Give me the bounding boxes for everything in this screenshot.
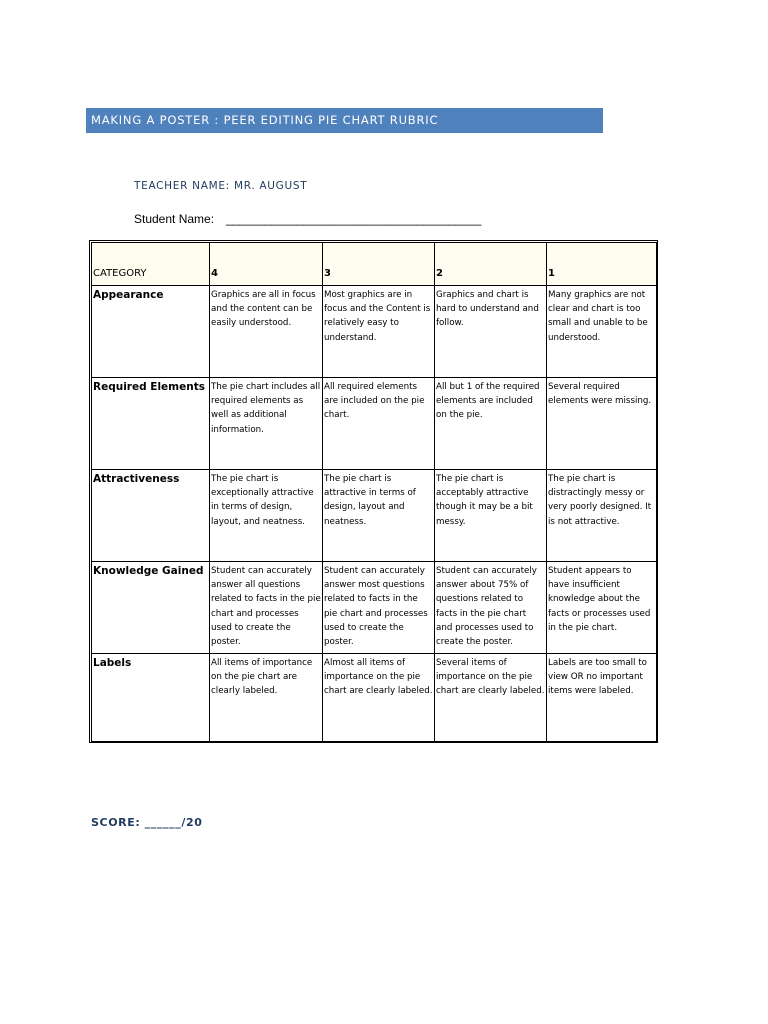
criteria-cell: The pie chart is exceptionally attractive in terms of design, layout, and neatness. xyxy=(210,470,323,562)
category-cell: Attractiveness xyxy=(92,470,210,562)
rubric-row-appearance xyxy=(92,286,657,378)
criteria-cell: The pie chart is acceptably attractive though it may be a bit messy. xyxy=(435,470,547,562)
criteria-cell: Student can accurately answer most questions related to facts in the pie chart and processes used to create the poster. xyxy=(323,562,435,654)
criteria-cell: Student can accurately answer all questions related to facts in the pie chart and processes used to create the poster. xyxy=(210,562,323,654)
criteria-cell: Graphics and chart is hard to understand and follow. xyxy=(435,286,547,378)
criteria-cell: Most graphics are in focus and the Content is relatively easy to understand. xyxy=(323,286,435,378)
rubric-row-attractiveness xyxy=(92,470,657,562)
criteria-cell: The pie chart includes all required elements as well as additional information. xyxy=(210,378,323,470)
header-score-3: 3 xyxy=(323,243,435,286)
category-cell: Appearance xyxy=(92,286,210,378)
header-score-4: 4 xyxy=(210,243,323,286)
criteria-cell: Student appears to have insufficient knowledge about the facts or processes used in the pie chart. xyxy=(547,562,657,654)
rubric-row-knowledge-gained xyxy=(92,562,657,654)
criteria-cell: Almost all items of importance on the pie chart are clearly labeled. xyxy=(323,654,435,742)
category-cell: Knowledge Gained xyxy=(92,562,210,654)
rubric-row-required-elements xyxy=(92,378,657,470)
criteria-cell: Graphics are all in focus and the content can be easily understood. xyxy=(210,286,323,378)
criteria-cell: Several required elements were missing. xyxy=(547,378,657,470)
student-name-label: Student Name: xyxy=(134,212,215,226)
teacher-name: TEACHER NAME: MR. AUGUST xyxy=(134,180,308,192)
header-score-2: 2 xyxy=(435,243,547,286)
category-cell: Labels xyxy=(92,654,210,742)
rubric-table xyxy=(91,242,657,742)
rubric-row-labels xyxy=(92,654,657,742)
criteria-cell: All but 1 of the required elements are included on the pie. xyxy=(435,378,547,470)
document-title: MAKING A POSTER : PEER EDITING PIE CHART RUBRIC xyxy=(86,108,603,133)
criteria-cell: All required elements are included on the pie chart. xyxy=(323,378,435,470)
rubric-header-row xyxy=(92,243,657,286)
criteria-cell: Student can accurately answer about 75% of questions related to facts in the pie chart and processes used to create the poster. xyxy=(435,562,547,654)
header-category: CATEGORY xyxy=(92,243,210,286)
category-cell: Required Elements xyxy=(92,378,210,470)
criteria-cell: Labels are too small to view OR no important items were labeled. xyxy=(547,654,657,742)
criteria-cell: The pie chart is distractingly messy or very poorly designed. It is not attractive. xyxy=(547,470,657,562)
criteria-cell: Several items of importance on the pie chart are clearly labeled. xyxy=(435,654,547,742)
student-name-blank: ________________________________________ xyxy=(226,212,481,226)
criteria-cell: Many graphics are not clear and chart is too small and unable to be understood. xyxy=(547,286,657,378)
header-score-1: 1 xyxy=(547,243,657,286)
criteria-cell: All items of importance on the pie chart are clearly labeled. xyxy=(210,654,323,742)
score-line: SCORE: ______/20 xyxy=(91,816,203,829)
criteria-cell: The pie chart is attractive in terms of design, layout and neatness. xyxy=(323,470,435,562)
